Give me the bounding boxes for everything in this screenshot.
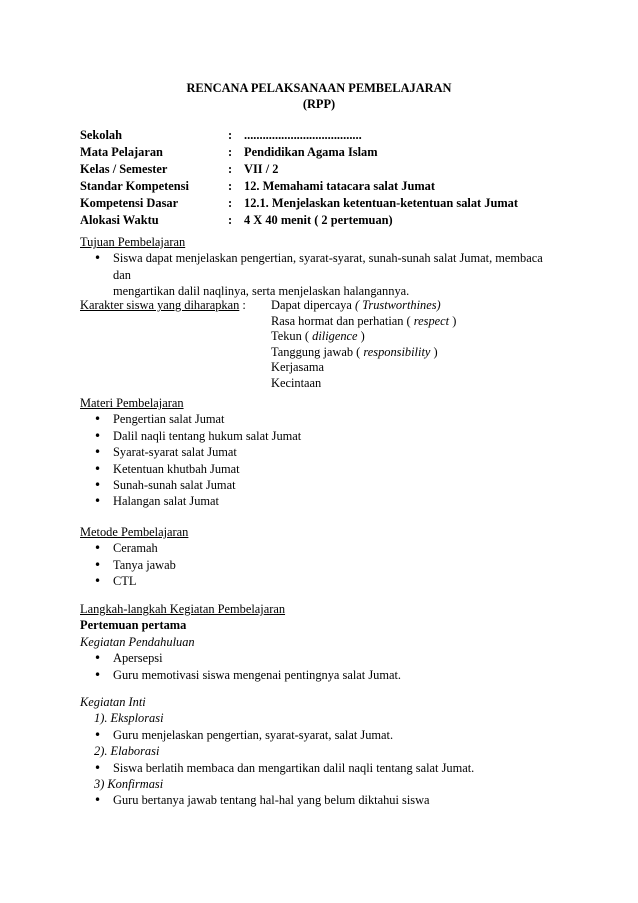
karakter-english: diligence [312,329,358,344]
karakter-paren: ) [449,313,457,328]
elaborasi-list [80,760,560,776]
karakter-item [271,359,456,375]
karakter-english: respect [413,313,450,328]
karakter-text: Kerjasama [271,360,324,375]
identity-colon: : [228,145,233,159]
identity-key: Standar Kompetensi [80,179,189,193]
metode-list [80,540,560,589]
list-item: • Siswa berlatih membaca dan mengartikan dalil naqli tentang salat Jumat. [80,760,560,776]
karakter-paren: ( [354,298,363,312]
karakter-label-text: Karakter siswa yang diharapkan [80,298,240,312]
karakter-item [271,328,456,344]
list-item: • Pengertian salat Jumat [80,411,560,427]
list-item [80,250,560,299]
karakter-paren: ) [430,344,438,359]
karakter-english: Trustworthines [362,298,437,312]
konfirmasi-heading: 3) Konfirmasi [94,777,164,792]
karakter-paren: ) [357,329,365,344]
elaborasi-heading: 2). Elaborasi [94,744,160,759]
list-item: • Guru bertanya jawab tentang hal-hal yang belum diktahui siswa [80,792,560,808]
list-item: • Sunah-sunah salat Jumat [80,477,560,493]
identity-row-kompetensi-dasar [80,195,560,212]
karakter-label-colon: : [239,298,246,312]
section-langkah [80,601,560,683]
konfirmasi-list [80,792,560,808]
section-kegiatan-inti [80,694,560,809]
karakter-text: Kecintaan [271,375,322,390]
list-item: • Dalil naqli tentang hukum salat Jumat [80,428,560,444]
materi-list [80,411,560,509]
list-item: • Guru menjelaskan pengertian, syarat-syarat, salat Jumat. [80,727,560,743]
identity-key: Sekolah [80,128,123,142]
list-item: • Ceramah [80,540,560,556]
karakter-item [271,297,456,313]
identity-value: ...................................... [244,128,362,142]
identity-value: 12.1. Menjelaskan ketentuan-ketentuan salat Jumat [244,196,518,210]
identity-value: Pendidikan Agama Islam [244,145,378,159]
identity-row-standar-kompetensi [80,178,560,195]
materi-heading: Materi Pembelajaran [80,396,184,410]
list-item: • Guru memotivasi siswa mengenai pentingnya salat Jumat. [80,667,560,683]
list-item: • Tanya jawab [80,557,560,573]
identity-value: 12. Memahami tatacara salat Jumat [244,179,435,193]
identity-row-kelas-semester [80,161,560,178]
list-item: • Ketentuan khutbah Jumat [80,461,560,477]
tujuan-heading: Tujuan Pembelajaran [80,235,186,249]
identity-key: Kelas / Semester [80,162,168,176]
identity-key: Kompetensi Dasar [80,196,179,210]
tujuan-item-line-2: mengartikan dalil naqlinya, serta menjelaskan halangannya. [113,284,410,299]
karakter-text: Tekun ( [271,329,313,344]
title-line-1: RENCANA PELAKSANAAN PEMBELAJARAN [186,81,452,95]
identity-colon: : [228,196,233,210]
list-item: • Halangan salat Jumat [80,493,560,509]
list-item: • Apersepsi [80,650,560,666]
title-line-2: (RPP) [302,97,336,112]
pendahuluan-heading: Kegiatan Pendahuluan [80,634,195,649]
identity-colon: : [228,128,233,142]
section-tujuan [80,234,560,300]
section-metode [80,524,560,590]
karakter-text: Rasa hormat dan perhatian ( [271,313,414,328]
identity-row-mata-pelajaran [80,144,560,161]
list-item: • Syarat-syarat salat Jumat [80,444,560,460]
eksplorasi-list [80,727,560,743]
karakter-list [271,297,456,391]
metode-heading: Metode Pembelajaran [80,525,189,539]
identity-value: VII / 2 [244,162,279,176]
tujuan-item-line-1: • Siswa dapat menjelaskan pengertian, syarat-syarat, sunah-sunah salat Jumat, membaca dan [113,251,543,282]
identity-key: Mata Pelajaran [80,145,163,159]
pertemuan-heading: Pertemuan pertama [80,618,187,633]
langkah-heading: Langkah-langkah Kegiatan Pembelajaran [80,602,286,616]
identity-colon: : [228,162,233,176]
karakter-item [271,344,456,360]
identity-row-alokasi-waktu [80,212,560,229]
list-item: • CTL [80,573,560,589]
section-materi [80,395,560,510]
karakter-item [271,375,456,391]
identity-colon: : [228,179,233,193]
identity-colon: : [228,213,233,227]
karakter-item [271,313,456,329]
identity-value: 4 X 40 menit ( 2 pertemuan) [244,213,393,227]
karakter-paren: ) [436,298,441,312]
identity-key: Alokasi Waktu [80,213,159,227]
pendahuluan-list [80,650,560,683]
inti-heading: Kegiatan Inti [80,695,146,709]
document-title [0,80,638,113]
identity-row-sekolah [80,127,560,144]
tujuan-list [80,250,560,299]
karakter-text: Dapat dipercaya [271,298,355,312]
karakter-english: responsibility [363,344,431,359]
identity-table [80,127,560,229]
karakter-text: Tanggung jawab ( [271,344,364,359]
karakter-label [80,297,246,313]
eksplorasi-heading: 1). Eksplorasi [94,711,164,726]
